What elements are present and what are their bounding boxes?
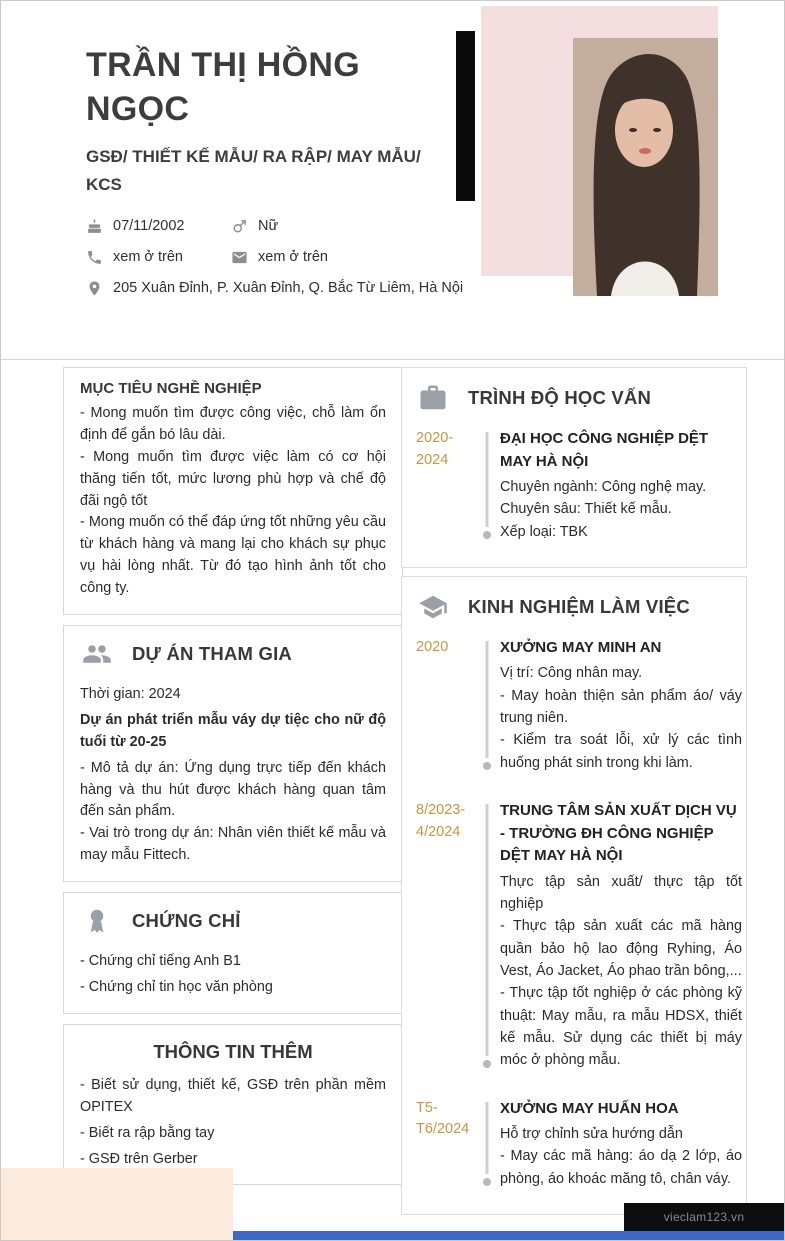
gender-icon — [231, 218, 248, 235]
company-name: XƯỞNG MAY HUẤN HOA — [500, 1099, 679, 1117]
experience-line: - May hoàn thiện sản phẩm áo/ váy trung niên. — [500, 687, 742, 727]
objective-item: - Mong muốn có thể đáp ứng tốt những yêu cầu từ khách hàng và mang lại cho khách sự phục vụ hài lòng nhất. Từ đó tạo hình ảnh tốt cho công ty. — [80, 514, 386, 597]
education-title: TRÌNH ĐỘ HỌC VẤN — [468, 387, 652, 408]
timeline-rail — [474, 428, 500, 543]
birthday-field — [86, 218, 231, 235]
left-column — [63, 367, 403, 1195]
experience-line: Thực tập sản xuất/ thực tập tốt nghiệp — [500, 873, 742, 912]
section-experience — [401, 576, 747, 1215]
education-line: Xếp loại: TBK — [500, 523, 588, 540]
additional-title: THÔNG TIN THÊM — [153, 1040, 313, 1062]
objective-item: - Mong muốn tìm được việc làm có cơ hội thăng tiến tốt, mức lương phù hợp và chế độ đãi ngộ tốt — [80, 448, 386, 509]
experience-line: Hỗ trợ chỉnh sửa hướng dẫn — [500, 1126, 683, 1143]
address-pin-icon — [86, 280, 103, 297]
timeline-rail — [474, 1098, 500, 1190]
company-name: TRUNG TÂM SẢN XUẤT DỊCH VỤ - TRƯỜNG ĐH CÔNG NGHIỆP DỆT MAY HÀ NỘI — [500, 802, 737, 865]
experience-period: 2020 — [416, 638, 449, 655]
candidate-name: TRẦN THỊ HỒNG NGỌC — [86, 46, 360, 129]
right-column — [401, 367, 747, 1223]
project-name: Dự án phát triển mẫu váy dự tiệc cho nữ độ tuổi từ 20-25 — [80, 711, 386, 750]
education-line: Chuyên ngành: Công nghệ may. — [500, 479, 707, 495]
main-content — [1, 359, 785, 1187]
school-name: ĐẠI HỌC CÔNG NGHIỆP DỆT MAY HÀ NỘI — [500, 430, 709, 470]
experience-line: - Thực tập sản xuất các mã hàng quần bảo hộ lao động Ryhing, Áo Vest, Áo Jacket, Áo phao trần bông,... — [500, 918, 742, 979]
section-education — [401, 367, 747, 568]
footer-black-bar — [624, 1203, 784, 1231]
project-time: Thời gian: 2024 — [80, 686, 181, 703]
graduate-icon — [416, 591, 454, 623]
objective-item: - Mong muốn tìm được công việc, chỗ làm ổn định để gắn bó lâu dài. — [80, 405, 386, 443]
education-line: Chuyên sâu: Thiết kế mẫu. — [500, 501, 672, 518]
decorative-peach-block — [1, 1168, 233, 1240]
birthday-value: 07/11/2002 — [113, 218, 185, 235]
experience-title: KINH NGHIỆM LÀM VIỆC — [468, 595, 690, 617]
gender-field — [231, 218, 278, 235]
certificates-title: CHỨNG CHỈ — [132, 910, 241, 932]
additional-item: - Biết ra rập bằng tay — [80, 1124, 215, 1141]
experience-period: 8/2023-4/2024 — [416, 802, 466, 840]
watermark-text: vieclam123.vn — [663, 1210, 745, 1224]
experience-line: - Kiểm tra soát lỗi, xử lý các tình huống phát sinh trong khi làm. — [500, 732, 742, 771]
section-objective — [63, 367, 403, 615]
section-certificates — [63, 892, 403, 1014]
address-field — [86, 280, 463, 297]
experience-entry — [416, 800, 742, 1071]
timeline-rail — [474, 800, 500, 1071]
project-item: - Vai trò trong dự án: Nhân viên thiết kế mẫu và may mẫu Fittech. — [80, 825, 386, 864]
experience-line: - May các mã hàng: áo dạ 2 lớp, áo phòng, áo khoác măng tô, chân váy. — [500, 1148, 742, 1187]
experience-entry — [416, 637, 742, 774]
certificate-item: - Chứng chỉ tin học văn phòng — [80, 979, 273, 996]
section-projects — [63, 625, 403, 882]
birthday-cake-icon — [86, 218, 103, 235]
projects-title: DỰ ÁN THAM GIA — [132, 643, 292, 665]
experience-line: Vị trí: Công nhân may. — [500, 665, 643, 682]
education-entry — [416, 428, 742, 543]
email-value: xem ở trên — [258, 249, 328, 266]
briefcase-icon — [416, 382, 454, 414]
phone-field — [86, 249, 231, 266]
experience-line: - Thực tập tốt nghiệp ở các phòng kỹ thuật: May mẫu, ra mẫu HDSX, thiết kế mẫu. Sử dụng các thiết bị máy móc ở phòng mẫu. — [500, 985, 742, 1069]
company-name: XƯỞNG MAY MINH AN — [500, 638, 662, 656]
certificate-item: - Chứng chỉ tiếng Anh B1 — [80, 953, 241, 970]
experience-period: T5-T6/2024 — [416, 1099, 470, 1138]
job-title: GSĐ/ THIẾT KẾ MẪU/ RA RẬP/ MAY MẪU/ KCS — [86, 147, 421, 194]
project-item: - Mô tả dự án: Ứng dụng trực tiếp đến khách hàng và thu hút được khách hàng quan tâm đến sản phẩm. — [80, 759, 386, 820]
group-icon — [80, 638, 118, 670]
additional-item: - Biết sử dụng, thiết kế, GSĐ trên phần mềm OPITEX — [80, 1076, 386, 1115]
education-period: 2020-2024 — [416, 430, 454, 468]
gender-value: Nữ — [258, 218, 279, 235]
decorative-black-bar — [456, 31, 475, 201]
header — [1, 1, 784, 359]
email-field — [231, 249, 328, 266]
profile-photo — [573, 38, 718, 296]
experience-entry — [416, 1098, 742, 1190]
section-additional-info — [63, 1024, 403, 1186]
decorative-blue-strip — [233, 1231, 784, 1240]
phone-icon — [86, 249, 103, 266]
phone-value: xem ở trên — [113, 249, 183, 266]
objective-title: MỤC TIÊU NGHỀ NGHIỆP — [80, 380, 262, 397]
email-icon — [231, 249, 248, 266]
address-value: 205 Xuân Đỉnh, P. Xuân Đỉnh, Q. Bắc Từ Liêm, Hà Nội — [113, 280, 464, 297]
additional-item: - GSĐ trên Gerber — [80, 1150, 198, 1167]
timeline-rail — [474, 637, 500, 774]
medal-icon — [80, 905, 118, 937]
